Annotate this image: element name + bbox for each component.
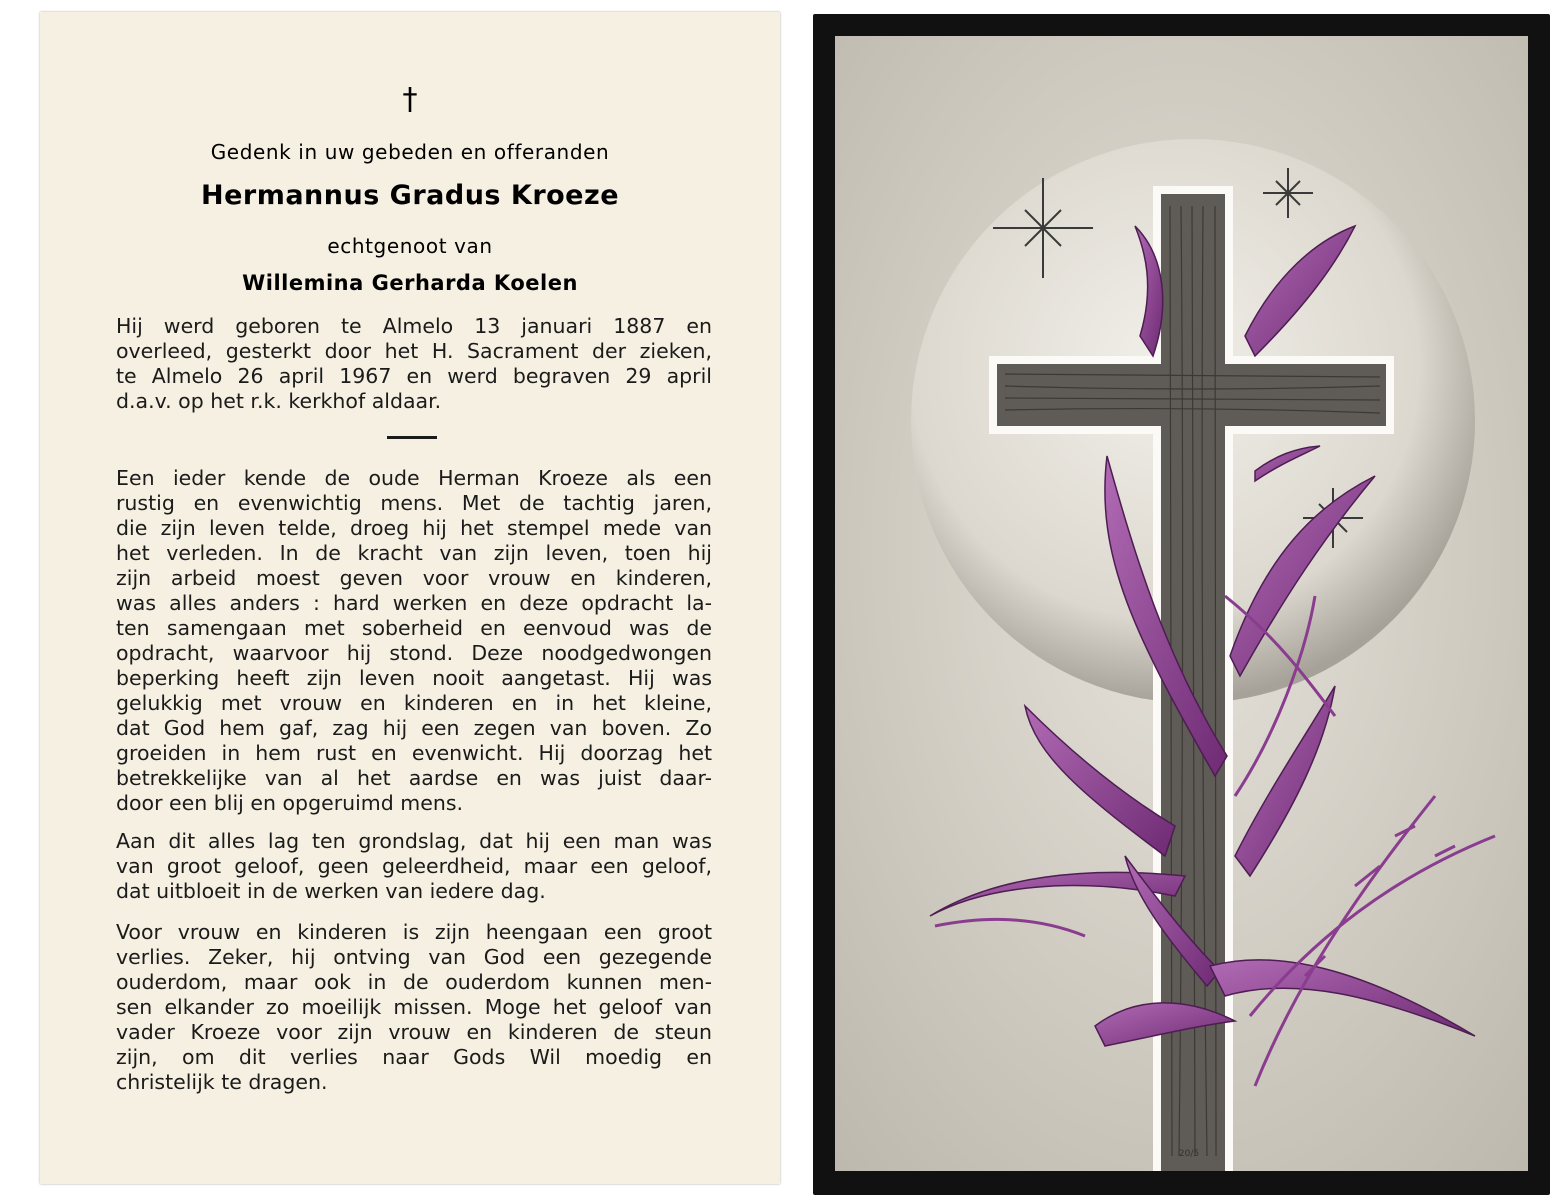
remembrance-paragraph-2 [116, 829, 712, 904]
text-line: christelijk te dragen. [116, 1070, 328, 1094]
text-line: groeiden in hem rust en evenwicht. Hij doorzag het [116, 741, 712, 765]
text-line: Een ieder kende de oude Herman Kroeze als een [116, 466, 712, 490]
cross-symbol: † [402, 82, 418, 117]
text-line: Aan dit alles lag ten grondslag, dat hij een man was [116, 829, 712, 853]
biography-paragraph [116, 314, 712, 414]
text-line: door een blij en opgeruimd mens. [116, 791, 464, 815]
text-line: die zijn leven telde, droeg hij het stempel mede van [116, 516, 712, 540]
text-line: vader Kroeze voor zijn vrouw en kinderen de steun [116, 1020, 712, 1044]
spouse-label: echtgenoot van [327, 234, 493, 258]
remembrance-paragraph-1 [116, 466, 712, 816]
text-line: betrekkelijke van al het aardse en was juist daar- [116, 766, 712, 790]
divider-rule [387, 436, 437, 439]
text-line: van groot geloof, geen geleerdheid, maar een geloof, [116, 854, 712, 878]
text-line: ten samengaan met soberheid en eenvoud was de [116, 616, 712, 640]
text-line: beperking heeft zijn leven nooit aangetast. Hij was [116, 666, 712, 690]
text-line: overleed, gesterkt door het H. Sacrament der zieken, [116, 339, 712, 363]
print-code: 20/5 [1178, 1149, 1200, 1159]
deceased-name: Hermannus Gradus Kroeze [200, 180, 620, 211]
text-line: gelukkig met vrouw en kinderen en in het kleine, [116, 691, 712, 715]
memorial-card-front [40, 12, 780, 1184]
intro-text: Gedenk in uw gebeden en offeranden [210, 140, 610, 164]
text-line: Voor vrouw en kinderen is zijn heengaan een groot [116, 920, 712, 944]
remembrance-paragraph-3 [116, 920, 712, 1095]
memorial-card-back [813, 14, 1550, 1195]
text-line: dat God hem gaf, zag hij een zegen van boven. Zo [116, 716, 712, 740]
illustration-panel [835, 36, 1528, 1171]
text-line: ouderdom, maar ook in de ouderdom kunnen men- [116, 970, 712, 994]
text-line: rustig en evenwichtig mens. Met de tachtig jaren, [116, 491, 712, 515]
text-line: opdracht, waarvoor hij stond. Deze noodgedwongen [116, 641, 712, 665]
text-line: zijn arbeid moest geven voor vrouw en kinderen, [116, 566, 712, 590]
text-line: dat uitbloeit in de werken van iedere dag. [116, 879, 546, 903]
text-line: was alles anders : hard werken en deze opdracht la- [116, 591, 712, 615]
text-line: zijn, om dit verlies naar Gods Wil moedig en [116, 1045, 712, 1069]
cross-illustration [835, 36, 1528, 1171]
text-line: Hij werd geboren te Almelo 13 januari 1887 en [116, 314, 712, 338]
text-line: het verleden. In de kracht van zijn leven, toen hij [116, 541, 712, 565]
text-line: te Almelo 26 april 1967 en werd begraven 29 april [116, 364, 712, 388]
text-line: sen elkander zo moeilijk missen. Moge het geloof van [116, 995, 712, 1019]
spouse-name: Willemina Gerharda Koelen [242, 271, 578, 295]
text-line: d.a.v. op het r.k. kerkhof aldaar. [116, 389, 442, 413]
text-line: verlies. Zeker, hij ontving van God een gezegende [116, 945, 712, 969]
